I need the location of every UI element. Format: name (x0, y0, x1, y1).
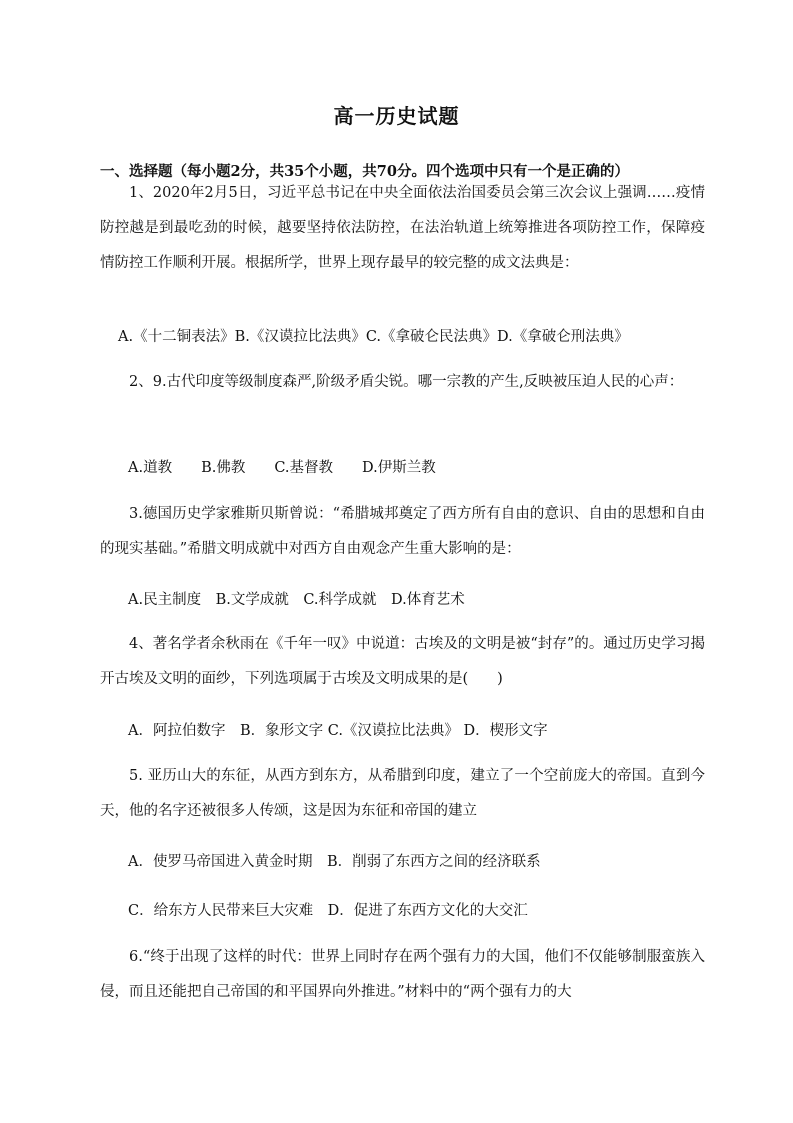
question-5-stem: 5. 亚历山大的东征，从西方到东方，从希腊到印度，建立了一个空前庞大的帝国。直到今天，他的名字还被很多人传颂，这是因为东征和帝国的建立 (100, 768, 705, 819)
question-4-options: A．阿拉伯数字 B．象形文字 C.《汉谟拉比法典》 D．楔形文字 (128, 723, 548, 739)
question-5-options-row-2: C．给东方人民带来巨大灾难 D．促进了东西方文化的大交汇 (128, 903, 528, 919)
question-3-options: A.民主制度 B.文学成就 C.科学成就 D.体育艺术 (128, 592, 465, 608)
section-heading: 一、选择题（每小题2分，共35个小题，共70分。四个选项中只有一个是正确的） (100, 163, 629, 180)
question-6-stem: 6.“终于出现了这样的时代：世界上同时存在两个强有力的大国，他们不仅能够制服蛮族入侵，而且还能把自己帝国的和平国界向外推进。”材料中的“两个强有力的大 (100, 949, 705, 1000)
question-2-options: A.道教 B.佛教 C.基督教 D.伊斯兰教 (128, 460, 436, 476)
question-1-stem: 1、2020年2月5日，习近平总书记在中央全面依法治国委员会第三次会议上强调……疫情防控越是到最吃劲的时候，越要坚持依法防控，在法治轨道上统筹推进各项防控工作，保障疫情防控工作顺利开展。根据所学，世界上现存最早的较完整的成文法典是： (100, 185, 705, 271)
page-title: 高一历史试题 (333, 104, 460, 128)
question-1-options: A.《十二铜表法》B.《汉谟拉比法典》C.《拿破仑民法典》D.《拿破仑刑法典》 (118, 329, 629, 345)
question-4-stem: 4、著名学者余秋雨在《千年一叹》中说道：古埃及的文明是被“封存”的。通过历史学习揭开古埃及文明的面纱，下列选项属于古埃及文明成果的是( ) (100, 636, 705, 687)
question-3-stem: 3.德国历史学家雅斯贝斯曾说：“希腊城邦奠定了西方所有自由的意识、自由的思想和自由的现实基础。”希腊文明成就中对西方自由观念产生重大影响的是： (100, 506, 705, 557)
question-5-options-row-1: A．使罗马帝国进入黄金时期 B．削弱了东西方之间的经济联系 (128, 854, 541, 870)
question-2-stem: 2、9.古代印度等级制度森严,阶级矛盾尖锐。哪一宗教的产生,反映被压迫人民的心声： (129, 374, 684, 390)
